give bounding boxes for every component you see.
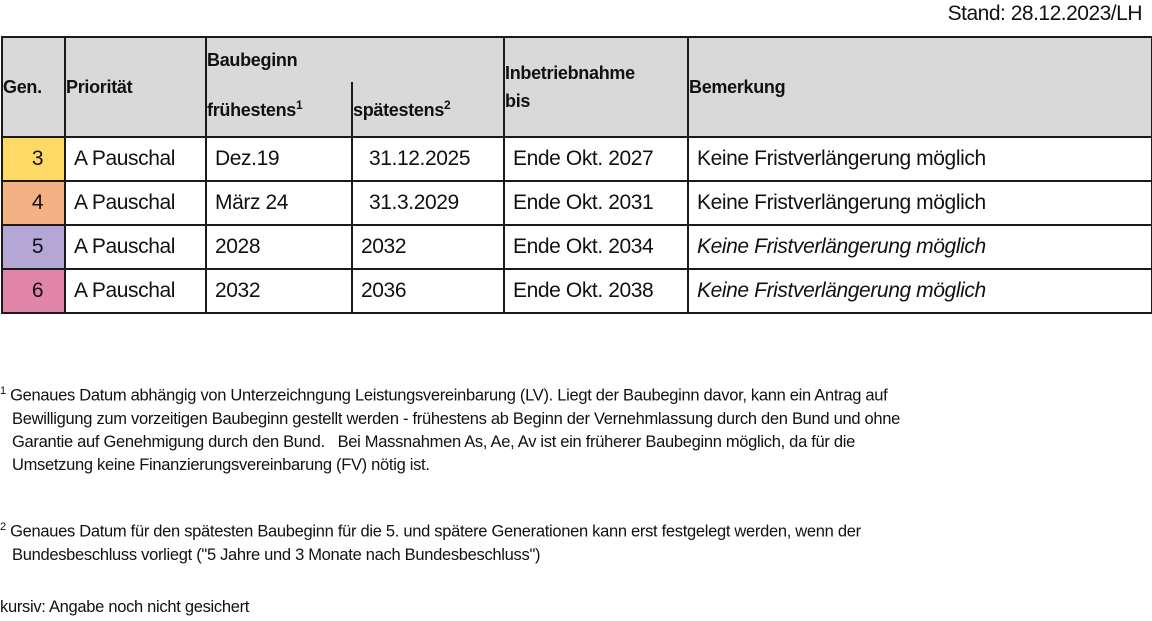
header-fruehestens (206, 82, 352, 137)
footnote-1-line: Umsetzung keine Finanzierungsvereinbarung (FV) nötig ist. (12, 455, 430, 474)
footnote-1-marker: 1 (0, 385, 6, 397)
bemerkung-cell: Keine Fristverlängerung möglich (688, 137, 1152, 181)
gen-cell: 3 (2, 137, 65, 181)
table-row (2, 269, 1152, 313)
spaetestens-cell: 2032 (352, 225, 504, 269)
inbetriebnahme-cell: Ende Okt. 2031 (504, 181, 688, 225)
header-inbetriebnahme-line2: bis (505, 91, 531, 111)
spaetestens-cell: 2036 (352, 269, 504, 313)
footnote-ref-2: 2 (444, 97, 451, 112)
fruehestens-cell: 2028 (206, 225, 352, 269)
header-inbetriebnahme-line1: Inbetriebnahme (505, 63, 635, 83)
gen-cell: 6 (2, 269, 65, 313)
header-spaetestens (352, 82, 504, 137)
header-gen: Gen. (2, 37, 65, 137)
fruehestens-cell: Dez.19 (206, 137, 352, 181)
bemerkung-cell: Keine Fristverlängerung möglich (688, 225, 1152, 269)
header-baubeginn: Baubeginn (206, 37, 504, 82)
footnote-1-line: Garantie auf Genehmigung durch den Bund. Bei Massnahmen As, Ae, Av ist ein früherer Baubeginn möglich, da für die (12, 432, 855, 451)
header-spaetestens-label: spätestens (353, 99, 445, 120)
gen-cell: 5 (2, 225, 65, 269)
footnote-2-marker: 2 (0, 521, 6, 533)
gen-cell: 4 (2, 181, 65, 225)
table-row (2, 181, 1152, 225)
fruehestens-cell: März 24 (206, 181, 352, 225)
status-date: Stand: 28.12.2023/LH (947, 2, 1142, 25)
footnote-1-line: Bewilligung zum vorzeitigen Baubeginn gestellt werden - frühestens ab Beginn der Vernehmlassung durch den Bund und ohne (12, 409, 900, 428)
prioritaet-cell: A Pauschal (65, 137, 206, 181)
bemerkung-cell: Keine Fristverlängerung möglich (688, 181, 1152, 225)
prioritaet-cell: A Pauschal (65, 181, 206, 225)
footnote-2-line: Bundesbeschluss vorliegt ("5 Jahre und 3 Monate nach Bundesbeschluss") (12, 545, 541, 564)
table-row (2, 225, 1152, 269)
header-prioritaet: Priorität (65, 37, 206, 137)
header-bemerkung: Bemerkung (688, 37, 1152, 137)
inbetriebnahme-cell: Ende Okt. 2038 (504, 269, 688, 313)
table-row (2, 137, 1152, 181)
prioritaet-cell: A Pauschal (65, 269, 206, 313)
spaetestens-cell: 31.3.2029 (352, 181, 504, 225)
footnote-1-line: Genaues Datum abhängig von Unterzeichngung Leistungsvereinbarung (LV). Liegt der Baubeginn davor, kann ein Antrag auf (10, 386, 888, 405)
header-inbetriebnahme (504, 37, 688, 137)
inbetriebnahme-cell: Ende Okt. 2027 (504, 137, 688, 181)
footnote-2-line: Genaues Datum für den spätesten Baubeginn für die 5. und spätere Generationen kann erst festgelegt werden, wenn der (10, 522, 861, 541)
generations-table (1, 36, 1152, 314)
prioritaet-cell: A Pauschal (65, 225, 206, 269)
inbetriebnahme-cell: Ende Okt. 2034 (504, 225, 688, 269)
italic-legend: kursiv: Angabe noch nicht gesichert (0, 598, 250, 616)
header-fruehestens-label: frühestens (207, 99, 297, 120)
footnote-2 (0, 516, 861, 567)
footnote-1 (0, 380, 900, 477)
spaetestens-cell: 31.12.2025 (352, 137, 504, 181)
fruehestens-cell: 2032 (206, 269, 352, 313)
bemerkung-cell: Keine Fristverlängerung möglich (688, 269, 1152, 313)
footnote-ref-1: 1 (296, 97, 303, 112)
